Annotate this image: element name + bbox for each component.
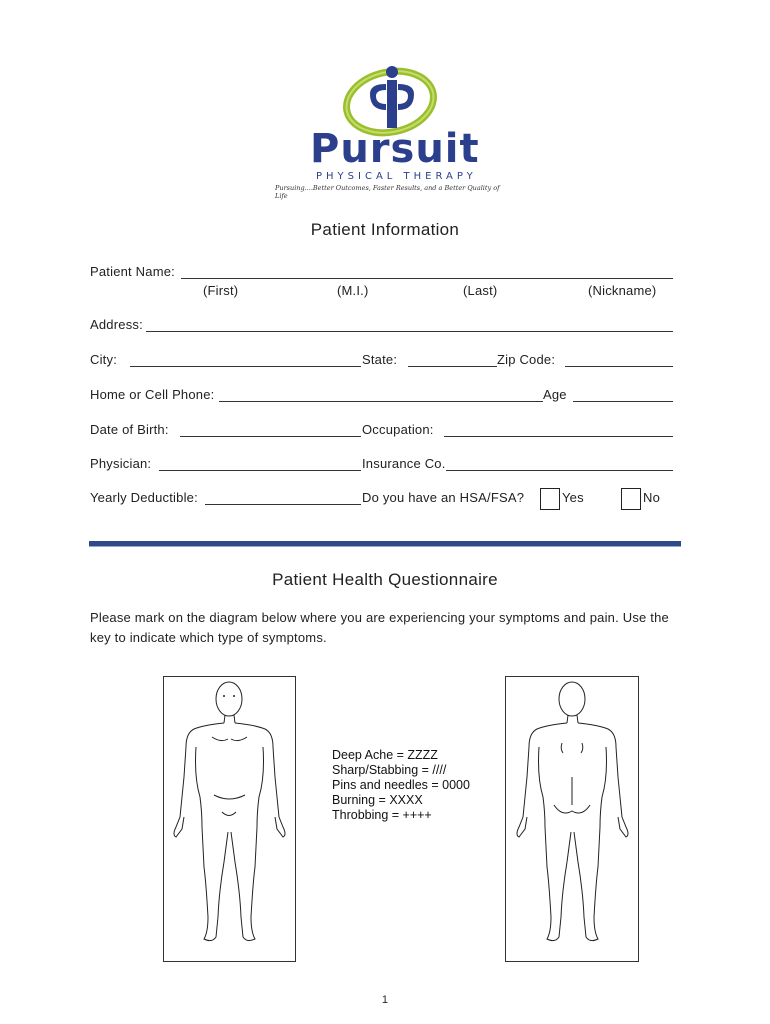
hsa-no-label: No [643, 490, 661, 505]
logo-name: Pursuit [310, 126, 480, 172]
hsa-yes-checkbox[interactable] [540, 488, 560, 510]
zip-label: Zip Code: [497, 352, 556, 367]
age-label: Age [543, 387, 567, 402]
hsa-no-checkbox[interactable] [621, 488, 641, 510]
body-back-icon [506, 677, 638, 961]
deductible-field[interactable] [205, 504, 361, 505]
occupation-field[interactable] [444, 436, 673, 437]
front-body-diagram[interactable] [163, 676, 296, 962]
key-burning: Burning = XXXX [332, 793, 423, 807]
hsa-question: Do you have an HSA/FSA? [362, 490, 525, 505]
phone-field[interactable] [219, 401, 543, 402]
zip-field[interactable] [565, 366, 673, 367]
hsa-yes-label: Yes [562, 490, 584, 505]
symptom-key [332, 748, 470, 823]
patient-name-field[interactable] [181, 278, 673, 279]
name-part-first: (First) [203, 283, 239, 298]
key-deep-ache: Deep Ache = ZZZZ [332, 748, 438, 762]
dob-field[interactable] [180, 436, 361, 437]
key-sharp-stabbing: Sharp/Stabbing = //// [332, 763, 447, 777]
deductible-label: Yearly Deductible: [90, 490, 198, 505]
logo-subtitle: PHYSICAL THERAPY [316, 171, 477, 182]
key-throbbing: Throbbing = ++++ [332, 808, 432, 822]
city-label: City: [90, 352, 117, 367]
state-label: State: [362, 352, 398, 367]
insurance-label: Insurance Co. [362, 456, 446, 471]
section-divider [89, 541, 681, 547]
back-body-diagram[interactable] [505, 676, 639, 962]
name-part-last: (Last) [463, 283, 498, 298]
instructions-line-2: key to indicate which type of symptoms. [90, 630, 327, 645]
key-pins-needles: Pins and needles = 0000 [332, 778, 470, 792]
physician-field[interactable] [159, 470, 361, 471]
address-field[interactable] [146, 331, 673, 332]
occupation-label: Occupation: [362, 422, 434, 437]
page-number: 1 [381, 994, 389, 1006]
body-front-icon [164, 677, 295, 961]
patient-name-label: Patient Name: [90, 264, 175, 279]
insurance-field[interactable] [446, 470, 673, 471]
address-label: Address: [90, 317, 143, 332]
logo-tagline: Pursuing....Better Outcomes, Faster Results, and a Better Quality of Life [275, 184, 500, 200]
instructions-line-1: Please mark on the diagram below where you are experiencing your symptoms and pain. Use the [90, 610, 669, 625]
logo [270, 60, 500, 200]
city-field[interactable] [130, 366, 361, 367]
questionnaire-title: Patient Health Questionnaire [272, 570, 498, 589]
name-part-mi: (M.I.) [337, 283, 369, 298]
physician-label: Physician: [90, 456, 152, 471]
name-part-nickname: (Nickname) [588, 283, 657, 298]
state-field[interactable] [408, 366, 497, 367]
patient-info-title: Patient Information [310, 220, 460, 239]
age-field[interactable] [573, 401, 673, 402]
dob-label: Date of Birth: [90, 422, 169, 437]
phone-label: Home or Cell Phone: [90, 387, 215, 402]
